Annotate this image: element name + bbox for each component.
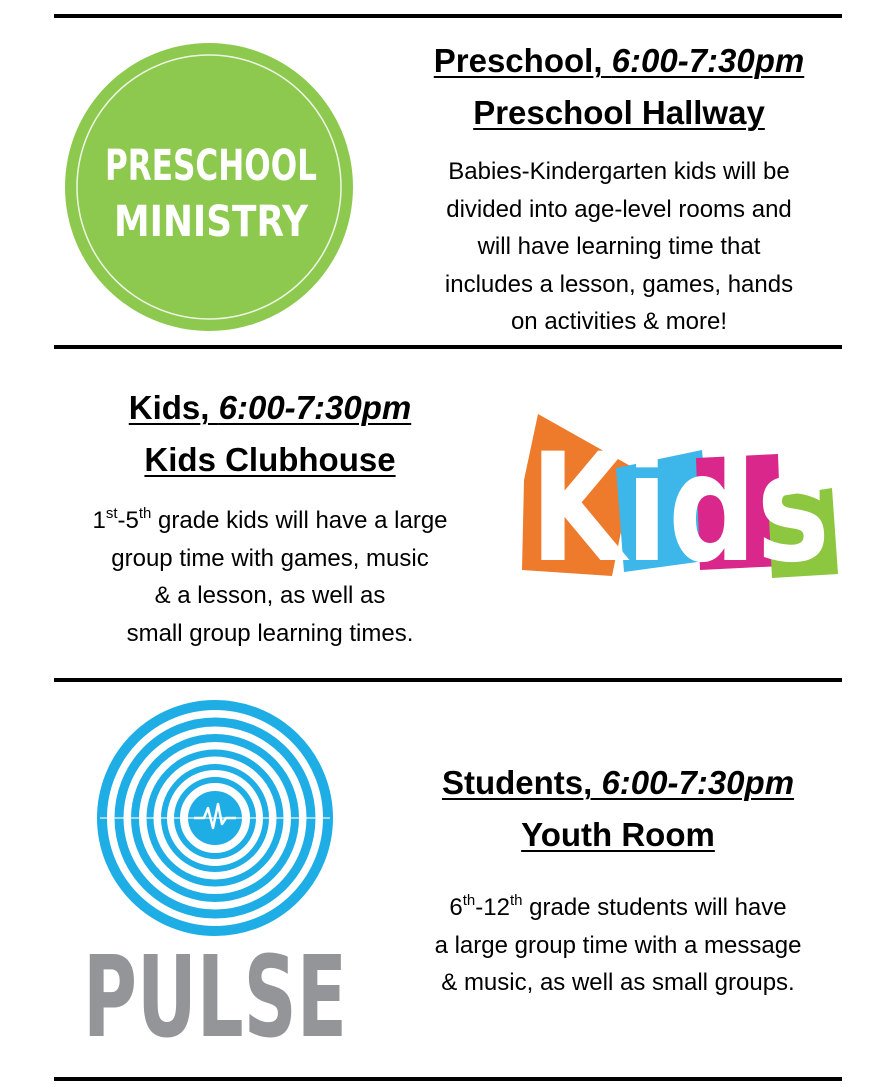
preschool-heading: Preschool, 6:00-7:30pm bbox=[433, 42, 805, 79]
divider-bottom bbox=[54, 1077, 842, 1081]
kids-heading-time: 6:00-7:30pm bbox=[218, 389, 412, 426]
pulse-logo-text: PULSE bbox=[83, 933, 347, 1063]
kids-desc-line-3: & a lesson, as well as bbox=[154, 582, 386, 609]
preschool-logo-line1: PRESCHOOL bbox=[105, 141, 317, 191]
preschool-desc-line: will have learning time that bbox=[477, 233, 761, 260]
divider-1 bbox=[54, 345, 842, 349]
kids-logo bbox=[516, 410, 840, 596]
preschool-description bbox=[392, 153, 846, 341]
divider-top bbox=[54, 14, 842, 18]
preschool-heading-name: Preschool bbox=[433, 42, 594, 79]
preschool-ministry-logo-graphic bbox=[64, 42, 354, 332]
preschool-desc-line: includes a lesson, games, hands bbox=[444, 270, 794, 298]
kids-logo-text: Kids bbox=[530, 422, 830, 596]
kids-heading: Kids, 6:00-7:30pm bbox=[128, 389, 412, 426]
students-desc-line-1: 6th-12th grade students will have bbox=[449, 892, 787, 921]
students-heading-time: 6:00-7:30pm bbox=[601, 764, 795, 801]
preschool-heading-time: 6:00-7:30pm bbox=[611, 42, 805, 79]
divider-2 bbox=[54, 678, 842, 682]
students-desc-line-2: a large group time with a message bbox=[434, 931, 802, 959]
preschool-desc-line: divided into age-level rooms and bbox=[446, 195, 792, 223]
kids-desc-line-2: group time with games, music bbox=[111, 544, 429, 572]
students-description bbox=[386, 889, 850, 1002]
kids-logo-graphic bbox=[516, 410, 840, 596]
preschool-location: Preschool Hallway bbox=[473, 94, 765, 131]
kids-desc-line-1: 1st-5th grade kids will have a large bbox=[92, 505, 448, 534]
kids-location: Kids Clubhouse bbox=[144, 441, 396, 478]
preschool-desc-line: Babies-Kindergarten kids will be bbox=[448, 158, 790, 185]
students-heading: Students, 6:00-7:30pm bbox=[441, 764, 795, 801]
pulse-logo-graphic bbox=[70, 700, 360, 1063]
preschool-logo-line2: MINISTRY bbox=[114, 197, 309, 247]
students-location: Youth Room bbox=[521, 816, 715, 853]
kids-heading-name: Kids bbox=[128, 389, 201, 426]
preschool-ministry-logo bbox=[64, 42, 354, 332]
kids-description bbox=[40, 502, 500, 652]
pulse-logo bbox=[70, 700, 360, 1063]
kids-desc-line-4: small group learning times. bbox=[126, 619, 414, 647]
preschool-desc-line: on activities & more! bbox=[510, 308, 728, 335]
students-heading-name: Students bbox=[441, 764, 584, 801]
students-desc-line-3: & music, as well as small groups. bbox=[441, 969, 795, 996]
